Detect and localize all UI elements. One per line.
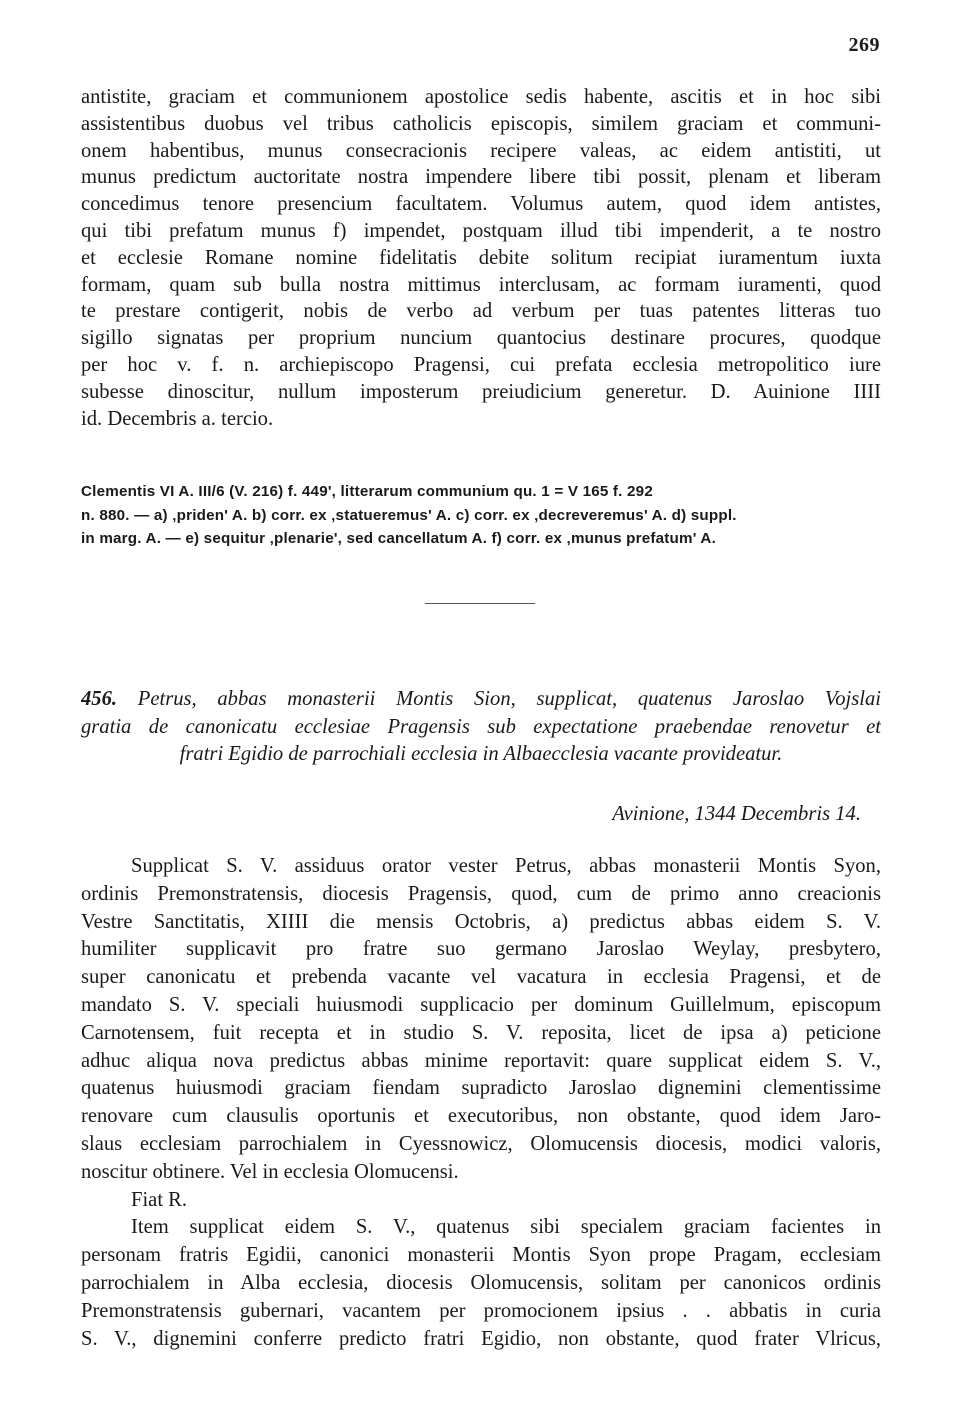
text-line: id. Decembris a. tercio. (81, 407, 274, 430)
text-line: Item supplicat eidem S. V., quatenus sibi specialem graciam facientes in (131, 1216, 881, 1239)
text-line: sigillo signatas per proprium nuncium quantocius destinare procures, quodque (81, 327, 881, 350)
text-line: slaus ecclesiam parrochialem in Cyessnowicz, Olomucensis diocesis, modici valoris, (81, 1132, 881, 1155)
text-line: noscitur obtinere. Vel in ecclesia Olomucensi. (81, 1160, 459, 1183)
heading-text: Petrus, abbas monasterii Montis Sion, supplicat, quatenus Jaroslao Vojslai (137, 688, 881, 710)
text-line: humiliter supplicavit pro fratre suo germano Jaroslao Weylay, presbytero, (81, 938, 881, 961)
heading-line: gratia de canonicatu ecclesiae Pragensis sub expectatione praebendae renovetur et (81, 715, 881, 738)
text-line: qui tibi prefatum munus f) impendet, postquam illud tibi impenderit, a te nostro (81, 219, 881, 242)
text-line: munus predictum auctoritate nostra impendere libere tibi possit, plenam et liberam (81, 166, 881, 189)
text-line: super canonicatu et prebenda vacante vel vacatura in ecclesia Pragensi, et de (81, 966, 881, 989)
text-line: per hoc v. f. n. archiepiscopo Pragensi, cui prefata ecclesia metropolitico iure (81, 353, 881, 376)
text-line: ordinis Premonstratensis, diocesis Pragensis, quod, cum de primo anno creacionis (81, 882, 881, 905)
note-line: n. 880. — a) ‚priden' A. b) corr. ex ‚statueremus' A. c) corr. ex ‚decreveremus' A. d) suppl. (81, 506, 737, 524)
text-line: adhuc aliqua nova predictus abbas minime reportavit: quare supplicat eidem S. V., (81, 1049, 881, 1072)
text-line: S. V., dignemini conferre predicto fratri Egidio, non obstante, quod frater Vlricus, (81, 1327, 881, 1350)
text-paragraph (81, 84, 881, 432)
text-line: antistite, graciam et communionem apostolice sedis habente, ascitis et in hoc sibi (81, 86, 881, 108)
text-line: Premonstratensis gubernari, vacantem per promocionem ipsius . . abbatis in curia (81, 1299, 881, 1322)
text-line: te prestare contigerit, nobis de verbo ad verbum per tuas patentes litteras tuo (81, 300, 881, 323)
heading-line: fratri Egidio de parrochiali ecclesia in Albaecclesia vacante provideatur. (179, 743, 783, 765)
supplication-text (81, 853, 881, 1353)
text-line: Fiat R. (131, 1188, 188, 1211)
text-line: Carnotensem, fuit recepta et in studio S. V. reposita, licet de ipsa a) peticione (81, 1021, 881, 1044)
text-line: personam fratris Egidii, canonici monasterii Montis Syon prope Pragam, ecclesiam (81, 1244, 881, 1267)
text-line: Supplicat S. V. assiduus orator vester Petrus, abbas monasterii Montis Syon, (131, 855, 881, 877)
text-line: parrochialem in Alba ecclesia, diocesis Olomucensis, solitam per canonicos ordinis (81, 1271, 881, 1294)
document-number: 456. (81, 688, 118, 710)
text-line: Vestre Sanctitatis, XIIII die mensis Octobris, a) predictus abbas eidem S. V. (81, 910, 881, 933)
page-number: 269 (848, 34, 880, 56)
note-line: Clementis VI A. III/6 (V. 216) f. 449', litterarum communium qu. 1 = V 165 f. 292 (81, 483, 653, 500)
text-line: renovare cum clausulis oportunis et executoribus, non obstante, quod idem Jaro- (81, 1105, 881, 1128)
dateline: Avinione, 1344 Decembris 14. (612, 803, 861, 825)
text-line: subesse dinoscitur, nullum imposterum preiudicium generetur. D. Auinione IIII (81, 380, 881, 403)
source-notes (81, 480, 881, 551)
text-line: onem habentibus, munus consecracionis recipere valeas, ac eidem antistiti, ut (81, 139, 881, 162)
text-line: formam, quam sub bulla nostra mittimus interclusam, ac formam iuramenti, quod (81, 273, 881, 296)
heading-line (81, 686, 881, 714)
section-separator (425, 603, 535, 604)
text-line: assistentibus duobus vel tribus catholicis episcopis, similem graciam et communi- (81, 112, 881, 135)
text-line: mandato S. V. speciali huiusmodi supplicacio per dominum Guillelmum, episcopum (81, 993, 881, 1016)
document-heading (81, 686, 881, 769)
note-line: in marg. A. — e) sequitur ‚plenarie', sed cancellatum A. f) corr. ex ‚munus prefatum' A. (81, 530, 716, 547)
text-line: et ecclesie Romane nomine fidelitatis debite solitum recipiat iuramentum iuxta (81, 246, 881, 269)
text-line: concedimus tenore presencium facultatem. Volumus autem, quod idem antistes, (81, 193, 881, 216)
text-line: quatenus huiusmodi graciam fiendam supradicto Jaroslao dignemini clementissime (81, 1077, 881, 1100)
